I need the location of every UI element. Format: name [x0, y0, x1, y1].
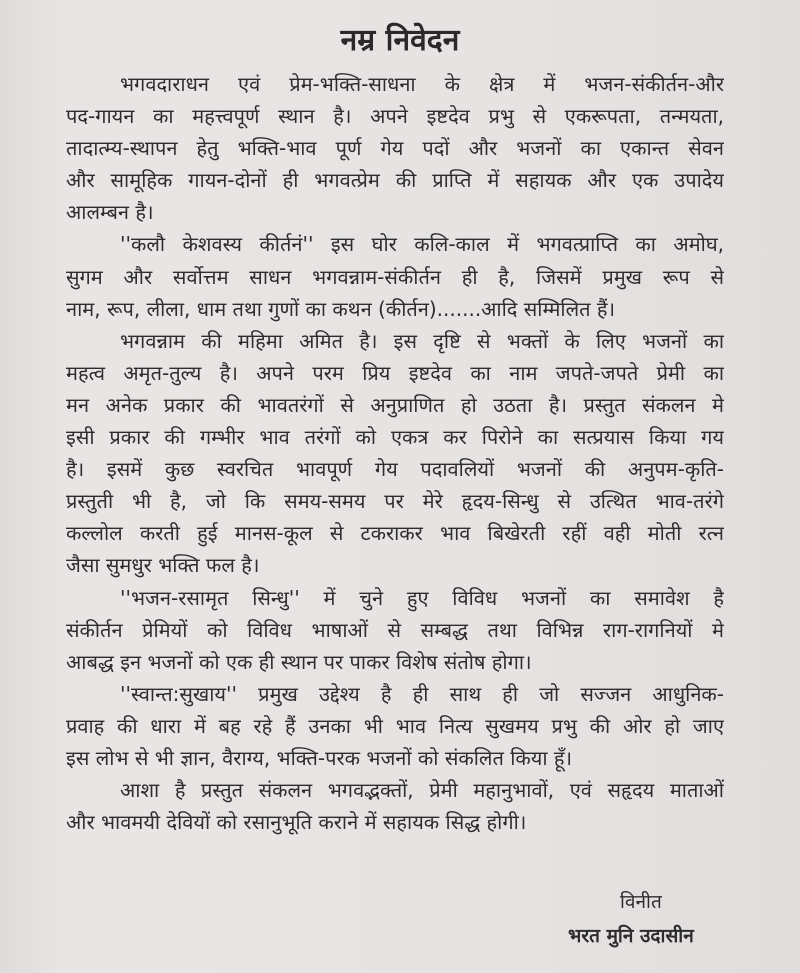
- text-line: आशा है प्रस्तुत संकलन भगवद्भक्तों, प्रेमी महानुभावों, एवं सहृदय माताओं: [120, 778, 724, 803]
- text-line: महत्व अमृत-तुल्य है। अपने परम प्रिय इष्टदेव का नाम जपते-जपते प्रेमी का: [66, 360, 724, 385]
- page-title: नम्र निवेदन: [340, 23, 460, 58]
- text-line: मन अनेक प्रकार की भावतरंगों से अनुप्राणित हो उठता है। प्रस्तुत संकलन मे: [66, 392, 724, 417]
- text-line: प्रवाह की धारा में बह रहे हैं उनका भी भाव नित्य सुखमय प्रभु की ओर हो जाए: [66, 713, 724, 738]
- text-line: आलम्बन है।: [66, 200, 154, 225]
- text-line: जैसा सुमधुर भक्ति फल है।: [66, 553, 260, 578]
- text-line: इसी प्रकार की गम्भीर भाव तरंगों को एकत्र कर पिरोने का सत्प्रयास किया गय: [66, 425, 724, 450]
- text-line: सुगम और सर्वोत्तम साधन भगवन्नाम-संकीर्तन ही है, जिसमें प्रमुख रूप से: [66, 264, 724, 289]
- document-body: [66, 68, 724, 838]
- paragraph: [66, 582, 724, 678]
- text-line: आबद्ध इन भजनों को एक ही स्थान पर पाकर विशेष संतोष होगा।: [66, 649, 532, 674]
- paragraph: [66, 68, 724, 228]
- text-line: है। इसमें कुछ स्वरचित भावपूर्ण गेय पदावलियों भजनों की अनुपम-कृति-: [66, 457, 724, 482]
- text-line: भगवदाराधन एवं प्रेम-भक्ति-साधना के क्षेत्र में भजन-संकीर्तन-और: [120, 72, 724, 96]
- text-line: पद-गायन का महत्त्वपूर्ण स्थान है। अपने इष्टदेव प्रभु से एकरूपता, तन्मयता,: [66, 104, 724, 129]
- paragraph: [66, 325, 724, 582]
- text-line: भगवन्नाम की महिमा अमित है। इस दृष्टि से भक्तों के लिए भजनों का: [120, 328, 724, 353]
- text-line: और भावमयी देवियों को रसानुभूति कराने में सहायक सिद्ध होगी।: [66, 810, 527, 835]
- text-line: इस लोभ से भी ज्ञान, वैराग्य, भक्ति-परक भजनों को संकलित किया हूँ।: [66, 745, 573, 770]
- text-line: प्रस्तुती भी है, जो कि समय-समय पर मेरे हृदय-सिन्धु से उत्थित भाव-तरंगे: [66, 489, 724, 514]
- paragraph: [66, 774, 724, 838]
- text-line: ''स्वान्त:सुखाय'' प्रमुख उद्देश्य है ही साथ ही जो सज्जन आधुनिक-: [120, 681, 724, 706]
- signature-name: भरत मुनि उदासीन: [568, 925, 694, 947]
- text-line: संकीर्तन प्रेमियों को विविध भाषाओं से सम्बद्ध तथा विभिन्न राग-रागनियों मे: [66, 617, 724, 642]
- text-line: और सामूहिक गायन-दोनों ही भगवत्प्रेम की प्राप्ति में सहायक और एक उपादेय: [66, 168, 724, 193]
- paragraph: [66, 228, 724, 324]
- text-line: ''कलौ केशवस्य कीर्तनं'' इस घोर कलि-काल में भगवत्प्राप्ति का अमोघ,: [120, 232, 724, 257]
- paragraph: [66, 678, 724, 774]
- text-line: ''भजन-रसामृत सिन्धु'' में चुने हुए विविध भजनों का समावेश है: [120, 585, 724, 610]
- signature-closing: विनीत: [620, 891, 662, 913]
- text-line: नाम, रूप, लीला, धाम तथा गुणों का कथन (कीर्तन).......आदि सम्मिलित हैं।: [66, 296, 616, 321]
- text-line: कल्लोल करती हुई मानस-कूल से टकराकर भाव बिखेरती रहीं वही मोती रत्न: [66, 521, 724, 546]
- text-line: तादात्म्य-स्थापन हेतु भक्ति-भाव पूर्ण गेय पदों और भजनों का एकान्त सेवन: [66, 136, 724, 161]
